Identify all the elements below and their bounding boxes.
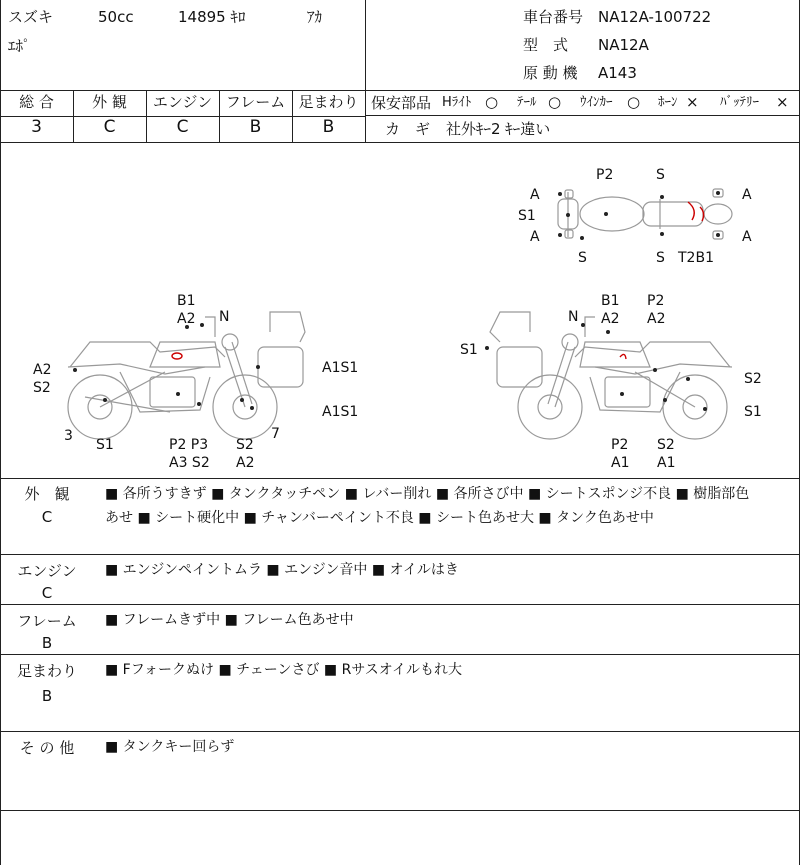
grade-header-overall: 総 合 <box>19 93 54 111</box>
top-label-s1: S1 <box>518 208 536 224</box>
section-suspension-title: 足まわり <box>16 662 77 680</box>
left-label-a2-top: A2 <box>177 311 196 327</box>
safety-winker-mark: ○ <box>627 93 641 111</box>
divider-h6 <box>0 654 800 655</box>
motorcycle-diagrams <box>0 142 800 478</box>
section-exterior-title: 外 観 <box>24 485 70 503</box>
grade-header-exterior: 外 観 <box>92 93 127 111</box>
right-label-n: N <box>568 309 579 325</box>
damage-mark-right <box>620 354 626 359</box>
frame-no: NA12A-100722 <box>598 8 712 26</box>
right-label-a2-right: A2 <box>647 311 666 327</box>
grade-value-engine: C <box>176 117 189 137</box>
right-label-p2-top: P2 <box>647 293 665 309</box>
left-side-diagram <box>68 312 305 439</box>
right-label-p2-bottom: P2 <box>611 437 629 453</box>
safety-label: 保安部品 <box>371 94 432 112</box>
top-label-s-top: S <box>656 167 665 183</box>
right-side-diagram <box>490 312 732 439</box>
frame-no-label: 車台番号 <box>523 8 584 26</box>
left-label-a3s2: A3 S2 <box>169 455 210 471</box>
section-suspension-line-1: ■ Fフォークぬけ ■ チェーンさび ■ Rサスオイルもれ大 <box>105 662 463 678</box>
safety-battery: ﾊﾞｯﾃﾘｰ <box>720 95 759 110</box>
right-label-a1-right: A1 <box>657 455 676 471</box>
top-label-a4: A <box>742 229 752 245</box>
left-label-n: N <box>219 309 230 325</box>
right-label-a1-left: A1 <box>611 455 630 471</box>
section-exterior-line-2: あせ ■ シート硬化中 ■ チャンバーペイント不良 ■ シート色あせ大 ■ タンク色あせ中 <box>105 510 654 526</box>
left-label-a1s1-top: A1S1 <box>322 360 359 376</box>
top-label-a2: A <box>530 229 540 245</box>
grade-header-frame: フレーム <box>225 93 286 111</box>
grade-value-overall: 3 <box>31 117 42 137</box>
displacement: 50cc <box>98 8 134 26</box>
left-label-s1: S1 <box>96 437 114 453</box>
safety-horn: ﾎｰﾝ <box>658 95 678 110</box>
top-label-s-bottom2: S <box>656 250 665 266</box>
left-label-s2: S2 <box>236 437 254 453</box>
grade-value-exterior: C <box>103 117 116 137</box>
grade-value-frame: B <box>249 117 262 137</box>
key-label: カ ギ <box>385 120 431 138</box>
damage-mark-top <box>688 202 694 220</box>
safety-headlight-mark: ○ <box>485 93 499 111</box>
divider-vertical <box>365 0 366 142</box>
type-label: 型 式 <box>523 36 569 54</box>
section-other-title: そ の 他 <box>19 739 75 757</box>
engine-value: A143 <box>598 64 637 82</box>
section-engine-line-1: ■ エンジンペイントムラ ■ エンジン音中 ■ オイルはき <box>105 562 459 578</box>
right-label-s2-bottom: S2 <box>657 437 675 453</box>
section-engine-title: エンジン <box>17 562 77 580</box>
divider-h5 <box>0 604 800 605</box>
section-frame-line-1: ■ フレームきず中 ■ フレーム色あせ中 <box>105 612 354 628</box>
safety-winker: ｳｲﾝｶｰ <box>580 95 613 110</box>
safety-tail: ﾃｰﾙ <box>517 95 537 110</box>
top-label-p2: P2 <box>596 167 614 183</box>
right-label-s2: S2 <box>744 371 762 387</box>
left-label-s2-rear: S2 <box>33 380 51 396</box>
engine-label: 原 動 機 <box>523 64 578 82</box>
right-label-a2-left: A2 <box>601 311 620 327</box>
safety-headlight: Hﾗｲﾄ <box>442 95 472 110</box>
left-label-a2-rear: A2 <box>33 362 52 378</box>
top-label-a1: A <box>530 187 540 203</box>
left-label-a2-bottom: A2 <box>236 455 255 471</box>
divider-h7 <box>0 731 800 732</box>
divider-h1 <box>0 90 800 91</box>
right-label-b1: B1 <box>601 293 620 309</box>
key-value: 社外ｷｰ2 ｷｰ違い <box>446 120 551 138</box>
grade-header-engine: エンジン <box>152 93 213 111</box>
left-label-b1: B1 <box>177 293 196 309</box>
damage-mark-left <box>172 353 182 359</box>
grade-value-suspension: B <box>322 117 335 137</box>
divider-h4 <box>0 554 800 555</box>
right-label-s1-left: S1 <box>460 342 478 358</box>
section-suspension-grade: B <box>41 687 53 705</box>
color: ｱｶ <box>307 8 323 26</box>
type-value: NA12A <box>598 36 649 54</box>
section-other-line-1: ■ タンクキー回らず <box>105 739 235 755</box>
model-name: ｴﾎﾟ <box>8 37 31 55</box>
grade-header-suspension: 足まわり <box>298 93 359 111</box>
divider-h8 <box>0 810 800 811</box>
section-exterior-grade: C <box>41 508 53 526</box>
divider-h3 <box>0 478 800 479</box>
section-exterior-line-1: ■ 各所うすきず ■ タンクタッチペン ■ レバー削れ ■ 各所さび中 ■ シートスポンジ不良 ■ 樹脂部色 <box>105 486 750 502</box>
section-frame-grade: B <box>41 634 53 652</box>
top-label-a3: A <box>742 187 752 203</box>
section-frame-title: フレーム <box>17 612 77 630</box>
divider-safety <box>365 115 800 116</box>
left-label-3: 3 <box>64 428 73 444</box>
top-view-diagram <box>558 189 732 239</box>
top-label-s-bottom: S <box>578 250 587 266</box>
safety-tail-mark: ○ <box>548 93 562 111</box>
section-engine-grade: C <box>41 584 53 602</box>
safety-battery-mark: × <box>776 93 789 111</box>
right-label-s1-right: S1 <box>744 404 762 420</box>
left-label-p2p3: P2 P3 <box>169 437 209 453</box>
left-label-a1s1-bottom: A1S1 <box>322 404 359 420</box>
top-label-t2b1: T2B1 <box>678 250 714 266</box>
mileage: 14895 ｷﾛ <box>178 8 246 26</box>
safety-horn-mark: × <box>686 93 699 111</box>
left-label-7: 7 <box>271 426 280 442</box>
maker: スズキ <box>8 8 54 26</box>
